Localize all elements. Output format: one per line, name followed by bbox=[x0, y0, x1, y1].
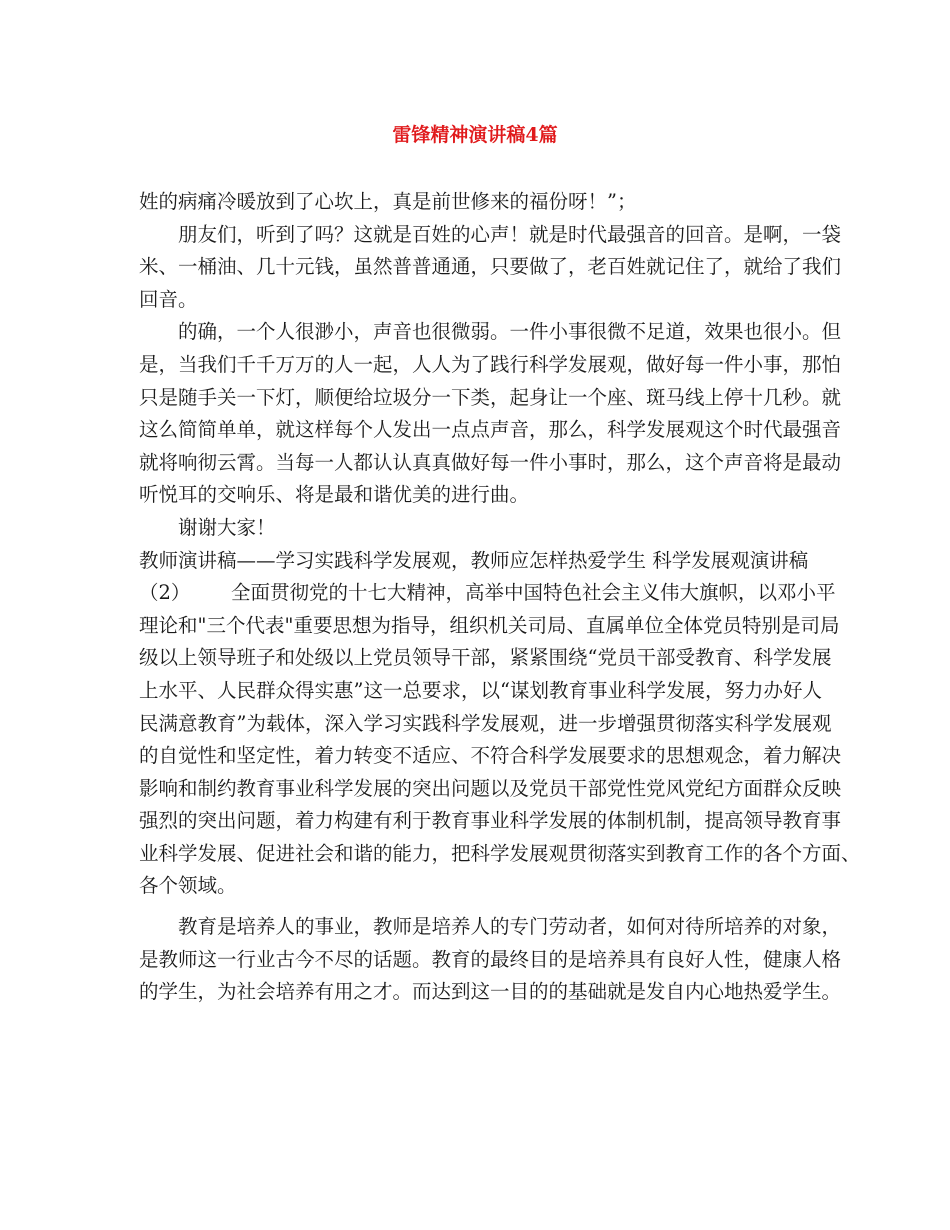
text-line: 的学生，为社会培养有用之才。而达到这一目的的基础就是发自内心地热爱学生。 bbox=[139, 980, 842, 1004]
section-number: （2） bbox=[139, 581, 191, 605]
document-body bbox=[139, 186, 861, 1009]
text-line: 回音。 bbox=[139, 287, 198, 311]
text-line: 教育是培养人的事业，教师是培养人的专门劳动者，如何对待所培养的对象， bbox=[178, 915, 842, 939]
text-line: 上水平、人民群众得实惠”这一总要求，以“谋划教育事业科学发展，努力办好人 bbox=[139, 678, 822, 702]
text-line: 是教师这一行业古今不尽的话题。教育的最终目的是培养具有良好人性，健康人格 bbox=[139, 947, 842, 971]
text-line: 影响和制约教育事业科学发展的突出问题以及党员干部党性党风党纪方面群众反映 bbox=[139, 776, 842, 800]
text-line: 业科学发展、促进社会和谐的能力，把科学发展观贯彻落实到教育工作的各个方面、 bbox=[139, 841, 861, 865]
text-line: 教师演讲稿——学习实践科学发展观，教师应怎样热爱学生 科学发展观演讲稿 bbox=[139, 548, 809, 572]
text-line: 只是随手关一下灯，顺便给垃圾分一下类，起身让一个座、斑马线上停十几秒。就 bbox=[139, 385, 842, 409]
text-line: 朋友们，听到了吗？这就是百姓的心声！就是时代最强音的回音。是啊，一袋 bbox=[178, 222, 842, 246]
document-title: 雷锋精神演讲稿4篇 bbox=[392, 124, 558, 146]
text-line: 的自觉性和坚定性，着力转变不适应、不符合科学发展要求的思想观念，着力解决 bbox=[139, 744, 842, 768]
text-line: 民满意教育”为载体，深入学习实践科学发展观，进一步增强贯彻落实科学发展观 bbox=[139, 711, 832, 735]
text-line: 听悦耳的交响乐、将是最和谐优美的进行曲。 bbox=[139, 483, 530, 507]
text-line: 是，当我们千千万万的人一起，人人为了践行科学发展观，做好每一件小事，那怕 bbox=[139, 352, 842, 376]
text-line: 谢谢大家！ bbox=[178, 515, 276, 539]
text-line: 级以上领导班子和处级以上党员领导干部，紧紧围绕“党员干部受教育、科学发展 bbox=[139, 646, 832, 670]
text-line: 这么简简单单，就这样每个人发出一点点声音，那么，科学发展观这个时代最强音 bbox=[139, 418, 842, 442]
text-line: 的确，一个人很渺小，声音也很微弱。一件小事很微不足道，效果也很小。但 bbox=[178, 320, 842, 344]
text-line-with-ref bbox=[139, 577, 836, 610]
text-line: 姓的病痛冷暖放到了心坎上，真是前世修来的福份呀！”； bbox=[139, 190, 637, 213]
text-line: 理论和"三个代表"重要思想为指导，组织机关司局、直属单位全体党员特别是司局 bbox=[139, 613, 840, 637]
text-line: 米、一桶油、几十元钱，虽然普普通通，只要做了，老百姓就记住了，就给了我们 bbox=[139, 255, 842, 279]
text-line: 强烈的突出问题，着力构建有利于教育事业科学发展的体制机制，提高领导教育事 bbox=[139, 809, 842, 833]
text-line: 就将响彻云霄。当每一人都认认真真做好每一件小事时，那么，这个声音将是最动 bbox=[139, 450, 842, 474]
text-line: 全面贯彻党的十七大精神，高举中国特色社会主义伟大旗帜，以邓小平 bbox=[231, 581, 836, 605]
text-line: 各个领域。 bbox=[139, 874, 237, 898]
